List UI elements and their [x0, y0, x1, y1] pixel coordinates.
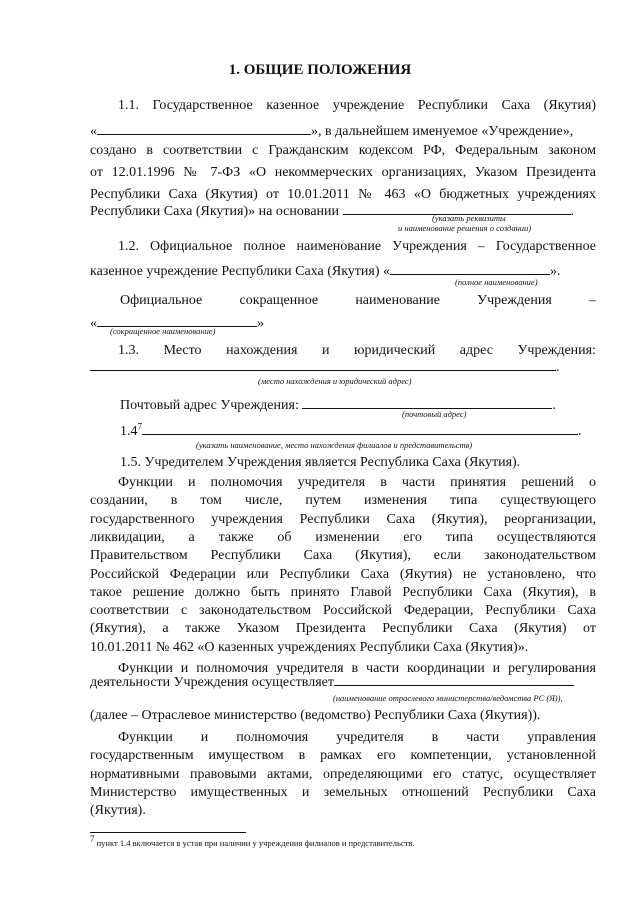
footnote	[90, 834, 415, 848]
p15-b2-text: деятельности Учреждения осуществляет	[90, 675, 334, 690]
institution-name-blank	[97, 120, 311, 135]
p15-b1: Функции и полномочия учредителя в части координации и регулирования	[118, 661, 596, 676]
postal-address-caption: (почтовый адрес)	[402, 409, 467, 419]
p15-a10: 10.01.2011 № 462 «О казенных учреждениях Республики Саха (Якутия)».	[90, 640, 529, 655]
p15-a2: создании, в том числе, путем изменения типа существующего	[90, 493, 596, 508]
p11-line6-text: Республики Саха (Якутия)» на основании	[90, 204, 340, 219]
p11-line2-text: », в дальнейшем именуемое «Учреждение»,	[311, 124, 574, 139]
branches-blank	[142, 420, 578, 435]
postal-address-blank	[302, 394, 552, 409]
ministry-blank	[334, 671, 574, 686]
footnote-separator	[90, 832, 246, 833]
p11-line1: 1.1. Государственное казенное учреждение Республики Саха (Якутия)	[118, 98, 596, 113]
footnote-ref: 7	[137, 421, 142, 432]
p13-line1: 1.3. Место нахождения и юридический адрес Учреждения:	[118, 343, 596, 358]
p15-b2	[90, 671, 596, 692]
quote-open-2: «	[90, 316, 97, 331]
ministry-caption: (наименование отраслевого министерства/ведомства РС (Я)),	[333, 693, 563, 703]
section-title: 1. ОБЩИЕ ПОЛОЖЕНИЯ	[228, 62, 412, 78]
p15-a6: Российской Федерации или Республики Саха (Якутия) не установлено, что	[90, 567, 596, 582]
quote-open: «	[90, 124, 97, 139]
p14-number: 1.4	[120, 424, 138, 439]
p12-line3: Официальное сокращенное наименование Учреждения –	[120, 293, 596, 308]
address-caption: (место нахождения и юридический адрес)	[258, 376, 412, 386]
full-name-blank	[390, 260, 550, 275]
basis-caption-2: и наименование решения о создании)	[398, 223, 532, 233]
p15-c1: Функции и полномочия учредителя в части управления	[118, 730, 596, 745]
quote-close-2: »	[257, 316, 264, 331]
p15-a9: (Якутия), а также Указом Президента Республики Саха (Якутия) от	[90, 621, 596, 636]
p13-line2: Почтовый адрес Учреждения: .	[120, 394, 596, 415]
p13-address-line: .	[90, 356, 596, 377]
p11-line4: от 12.01.1996 № 7-ФЗ «О некоммерческих организациях, Указом Президента	[90, 165, 596, 180]
branches-caption: (указать наименование, место нахождения филиалов и представительств)	[196, 440, 473, 450]
p14-line: $1.4^7$ .	[120, 421, 582, 439]
postal-address-label: Почтовый адрес Учреждения:	[120, 398, 299, 413]
p11-line5: Республики Саха (Якутия) от 10.01.2011 № 463 «О бюджетных учреждениях	[90, 187, 596, 202]
short-name-caption: (сокращенное наименование)	[110, 326, 216, 336]
short-name-blank	[97, 312, 257, 327]
p11-line2	[90, 120, 596, 141]
p15-a7: такое решение должно быть принято Главой Республики Саха (Якутия), в	[90, 585, 596, 600]
footnote-mark: 7	[90, 834, 95, 845]
p15-a3: государственного учреждения Республики Саха (Якутия), реорганизации,	[90, 512, 596, 527]
p15-a4: ликвидации, а также об изменении его типа осуществляются	[90, 530, 596, 545]
p15-c2: государственным имуществом в рамках его компетенции, установленной	[90, 748, 596, 763]
p11-line6: Республики Саха (Якутия)» на основании .	[90, 200, 596, 221]
p15-a1: Функции и полномочия учредителя в части принятия решений о	[118, 475, 596, 490]
footnote-text: пункт 1.4 включается в устав при наличии у учреждения филиалов и представительств.	[96, 838, 415, 848]
p15-c3: нормативными правовыми актами, определяющими его статус, осуществляет	[90, 767, 596, 782]
p15-a5: Правительством Республики Саха (Якутия), если законодательством	[90, 548, 596, 563]
basis-caption-1: (указать реквизиты	[432, 213, 506, 223]
p15-line1: 1.5. Учредителем Учреждения является Республика Саха (Якутия).	[120, 455, 521, 470]
p12-line2-end: ».	[550, 264, 561, 279]
p12-line2-text: казенное учреждение Республики Саха (Якутия) «	[90, 264, 391, 279]
p12-line1: 1.2. Официальное полное наименование Учреждения – Государственное	[118, 239, 596, 254]
p15-c5: (Якутия).	[90, 803, 146, 818]
p11-line3: создано в соответствии с Гражданским кодексом РФ, Федеральным законом	[90, 143, 596, 158]
full-name-caption: (полное наименование)	[455, 277, 538, 287]
p15-a8: соответствии с законодательством Российской Федерации, Республики Саха	[90, 603, 596, 618]
p15-b3: (далее – Отраслевое министерство (ведомство) Республики Саха (Якутия)).	[90, 708, 541, 723]
address-blank	[90, 356, 556, 371]
p15-c4: Министерство имущественных и земельных отношений Республики Саха	[90, 785, 596, 800]
